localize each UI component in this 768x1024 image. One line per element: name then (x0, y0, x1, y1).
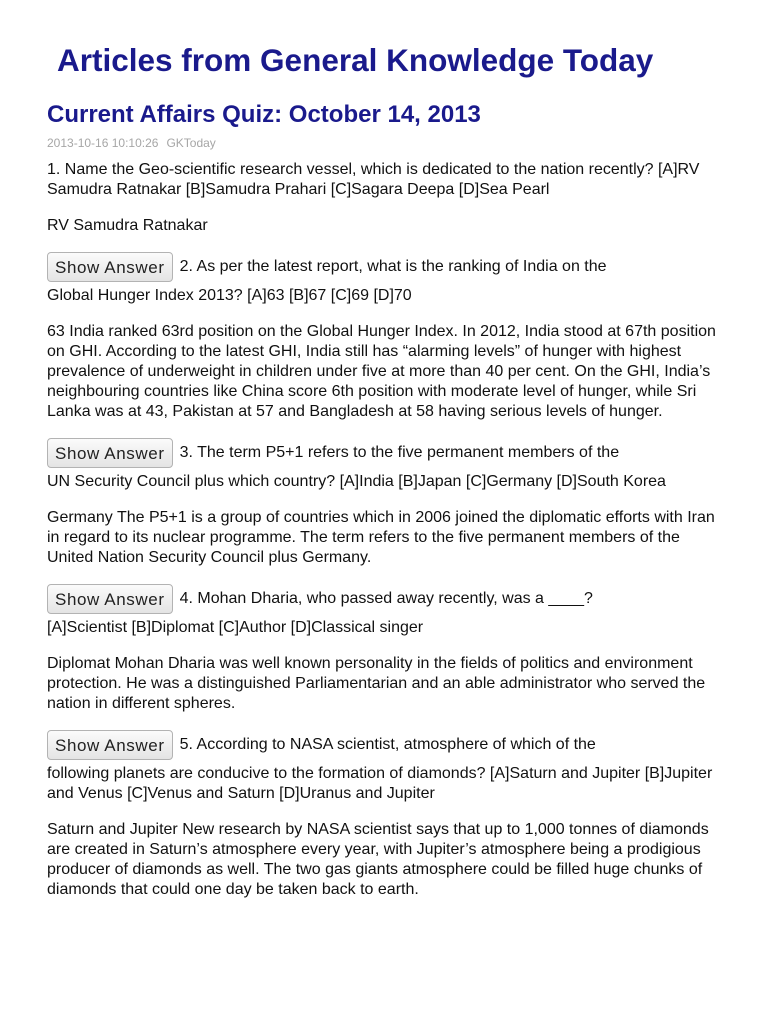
article-author: GKToday (166, 136, 216, 150)
show-answer-button-3[interactable]: Show Answer (47, 584, 173, 614)
article-date: 2013-10-16 10:10:26 (47, 136, 159, 150)
question-5-text-start: 5. According to NASA scientist, atmosphere of which of the (179, 736, 596, 753)
question-2 (47, 252, 727, 306)
question-3-answer: Germany The P5+1 is a group of countries which in 2006 joined the diplomatic efforts with Iran in regard to its nuclear programme. The term refers to the five permanent members of the United Nation Security Council plus Germany. (47, 509, 715, 566)
question-4-text-rest: [A]Scientist [B]Diplomat [C]Author [D]Classical singer (47, 619, 424, 636)
question-4 (47, 584, 727, 638)
article-meta (47, 136, 216, 150)
show-answer-button-1[interactable]: Show Answer (47, 252, 173, 282)
article-title: Current Affairs Quiz: October 14, 2013 (47, 101, 481, 128)
quiz-content (47, 160, 727, 916)
question-5-text-rest: following planets are conducive to the formation of diamonds? [A]Saturn and Jupiter [B]Jupiter and Venus [C]Venus and Saturn [D]Uranus and Jupiter (47, 765, 713, 802)
question-3-text-rest: UN Security Council plus which country? [A]India [B]Japan [C]Germany [D]South Korea (47, 473, 666, 490)
question-1-text: 1. Name the Geo-scientific research vessel, which is dedicated to the nation recently? [A]RV Samudra Ratnakar [B]Samudra Prahari [C]Sagara Deepa [D]Sea Pearl (47, 161, 700, 198)
question-5 (47, 730, 727, 804)
show-answer-button-4[interactable]: Show Answer (47, 730, 173, 760)
question-2-text-rest: Global Hunger Index 2013? [A]63 [B]67 [C]69 [D]70 (47, 287, 412, 304)
site-title: Articles from General Knowledge Today (57, 42, 654, 78)
question-4-answer: Diplomat Mohan Dharia was well known personality in the fields of politics and environment protection. He was a distinguished Parliamentarian and an able administrator who served the nation in different spheres. (47, 655, 706, 712)
question-4-text-start: 4. Mohan Dharia, who passed away recently, was a ____? (179, 590, 593, 607)
question-3-text-start: 3. The term P5+1 refers to the five permanent members of the (179, 444, 620, 461)
question-1-answer: RV Samudra Ratnakar (47, 217, 208, 234)
question-2-answer: 63 India ranked 63rd position on the Global Hunger Index. In 2012, India stood at 67th position on GHI. According to the latest GHI, India still has “alarming levels” of hunger with highest prevalence of underweight in children under five at more than 40 per cent. On the GHI, India’s neighbouring countries like China score 6th position with moderate level of hunger, while Sri Lanka was at 43, Pakistan at 57 and Bangladesh at 58 having serious levels of hunger. (47, 323, 716, 420)
question-2-text-start: 2. As per the latest report, what is the ranking of India on the (179, 258, 607, 275)
question-5-answer: Saturn and Jupiter New research by NASA scientist says that up to 1,000 tonnes of diamonds are created in Saturn’s atmosphere every year, with Jupiter’s atmosphere being a prodigious producer of diamonds as well. The two gas giants atmosphere could be filled huge chunks of diamonds that could one day be taken back to earth. (47, 821, 709, 898)
question-3 (47, 438, 727, 492)
show-answer-button-2[interactable]: Show Answer (47, 438, 173, 468)
